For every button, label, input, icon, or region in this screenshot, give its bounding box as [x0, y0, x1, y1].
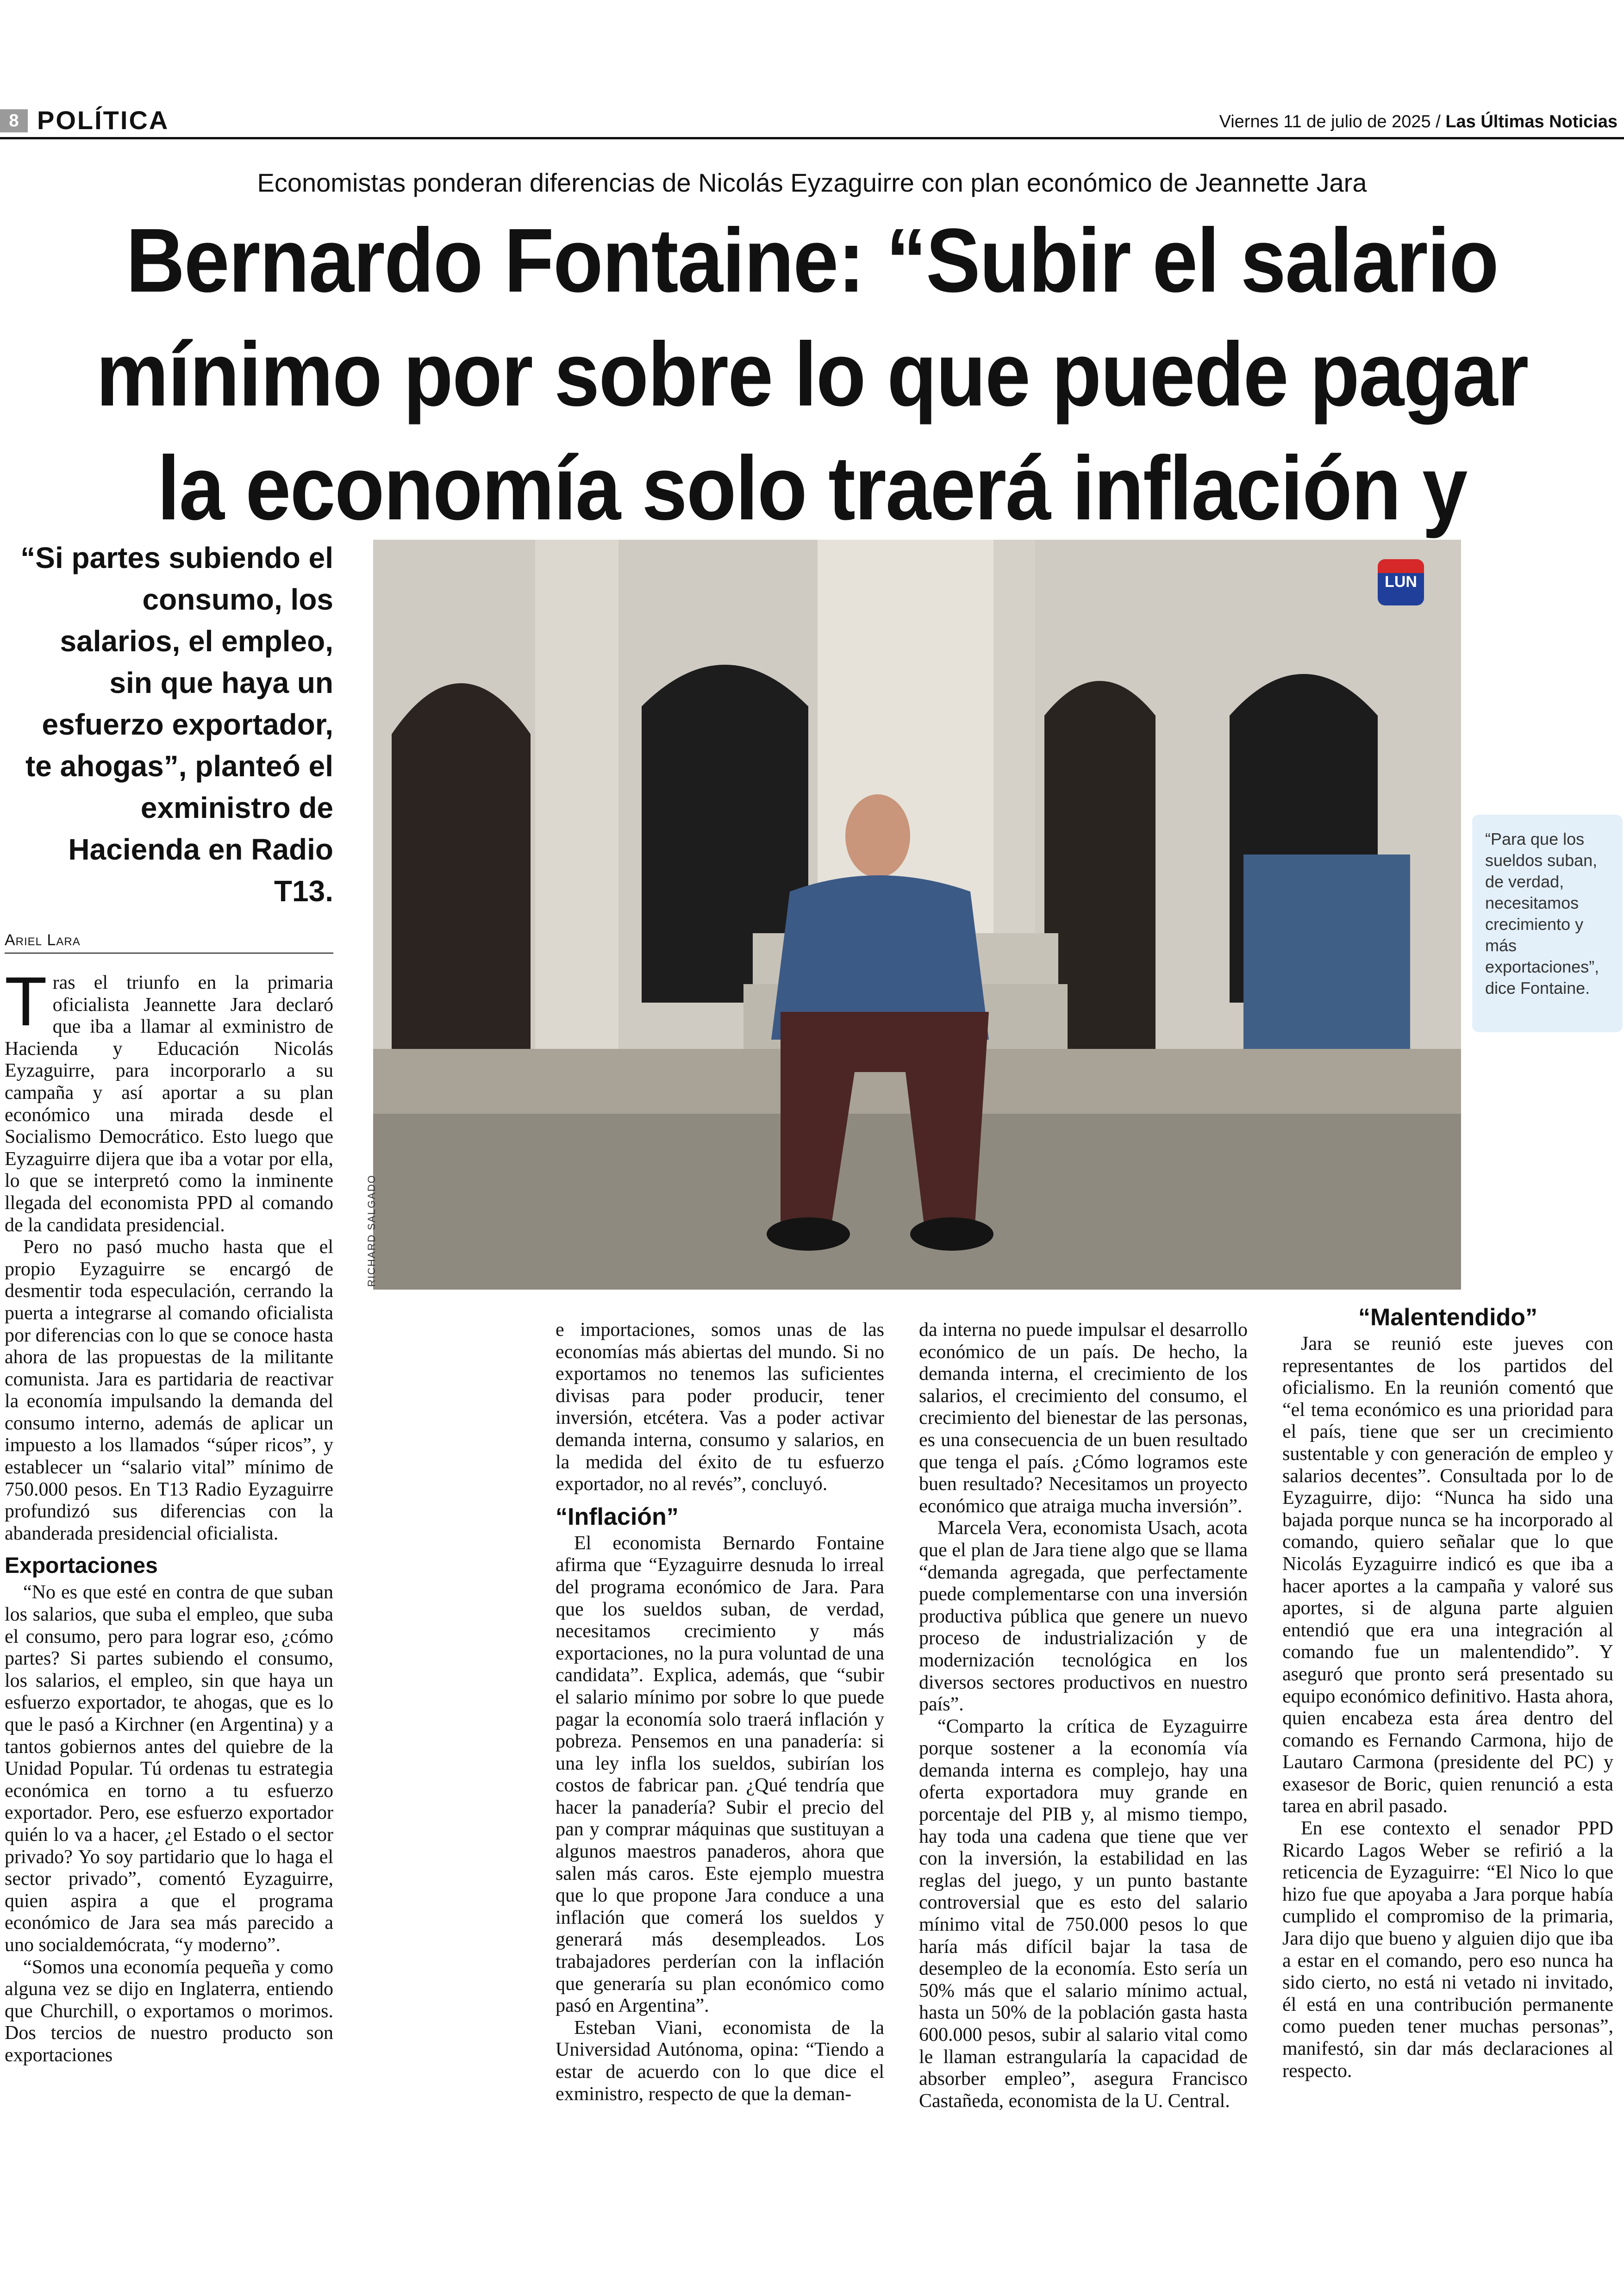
section-title: POLÍTICA — [37, 106, 169, 135]
paragraph: “No es que esté en contra de que suban los salarios, que suba el empleo, que suba el consumo, pero para lograr eso, ¿cómo partes? Si partes subiendo el consumo, los salarios, el empleo, sin que haya un esfuerzo exportador, te ahogas, que es lo que le pasó a Kirchner (en Argentina) y a tantos gobiernos antes del quiebre de la Unidad Popular. Tú ordenas tu estrategia económica en torno a tu esfuerzo exportador. Pero, ese esfuerzo exportador quién lo va a hacer, ¿el Estado o el sector privado? Yo soy partidario que lo haga el sector privado”, comentó Eyzaguirre, quien aspira a que el programa económico de Jara sea más parecido a uno socialdemócrata, “y moderno”. — [5, 1582, 333, 1956]
subhead-inflacion: “Inflación” — [556, 1503, 679, 1530]
article-headline: Bernardo Fontaine: “Subir el salario mínimo por sobre lo que puede pagar la economía solo traerá inflación y — [96, 210, 1528, 539]
issue-date: Viernes 11 de julio de 2025 — [1219, 112, 1431, 131]
paragraph: “Comparto la crítica de Eyzaguirre porque sostener a la economía vía demanda interna es complejo, hay una oferta exportadora muy grande en porcentaje del PIB y, al mismo tiempo, hay toda una cadena que tiene que ver con la inversión, la estabilidad en las reglas del juego, y un punto bastante controversial que es esto del salario mínimo vital de 750.000 pesos lo que haría más difícil bajar la tasa de desempleo de la economía. Esto sería un 50% más que el salario mínimo actual, hasta un 50% de la población gasta hasta 600.000 pesos, subir al salario vital como le llaman estrangularía la capacidad de absorber empleo”, asegura Francisco Castañeda, economista de la U. Central. — [919, 1715, 1248, 2112]
paragraph: e importaciones, somos unas de las economías más abiertas del mundo. Si no exportamos no tenemos las suficientes divisas para poder producir, tener inversión, etcétera. Vas a poder activar demanda interna, consumo y salarios, en la medida del éxito de tu esfuerzo exportador, no al revés”, concluyó. — [556, 1319, 884, 1495]
body-column-1 — [5, 962, 333, 2067]
photo-caption: “Para que los sueldos suban, de verdad, necesitamos crecimiento y más exportaciones”, dice Fontaine. — [1472, 815, 1623, 1032]
page-header — [0, 106, 1624, 134]
photo-illustration — [373, 540, 1461, 1290]
drop-cap: T — [5, 962, 47, 1040]
pull-quote: “Si partes subiendo el consumo, los salarios, el empleo, sin que haya un esfuerzo exportador, te ahogas”, planteó el exministro de Hacienda en Radio T13. — [20, 541, 333, 908]
paragraph: El economista Bernardo Fontaine afirma que “Eyzaguirre desnuda lo irreal del programa económico de Jara. Para que los sueldos suban, de verdad, necesitamos crecimiento y más exportaciones, no la pura voluntad de una candidata”. Explica, además, que “subir el salario mínimo por sobre lo que puede pagar la economía solo traerá inflación y pobreza. Pensemos en una panadería: si una ley infla los sueldos, subirían los costos de fabricar pan. ¿Qué tendría que hacer la panadería? Subir el precio del pan y comprar máquinas que sustituyan a algunos maestros panaderos, ahora que salen más caros. Este ejemplo muestra que lo que propone Jara conduce a una inflación que comerá los sueldos y generará más desempleados. Los trabajadores perderían con la inflación que generaría su plan económico como pasó en Argentina”. — [556, 1532, 884, 2017]
body-column-4 — [1282, 1296, 1613, 2082]
body-column-3 — [919, 1319, 1248, 2112]
dateline — [1219, 110, 1618, 133]
paragraph: Tras el triunfo en la primaria oficialista Jeannette Jara declaró que iba a llamar al exministro de Hacienda y Educación Nicolás Eyzaguirre, para incorporarlo a su campaña y así aportar a su plan económico una mirada desde el Socialismo Democrático. Esto luego que Eyzaguirre dijera que iba a votar por ella, lo que se interpretó como la inminente llegada del economista PPD al comando de la candidata presidencial. — [5, 962, 333, 1236]
paragraph: da interna no puede impulsar el desarrollo económico de un país. De hecho, la demanda interna, el crecimiento de los salarios, el crecimiento del consumo, el crecimiento del bienestar de las personas, es una consecuencia de un buen resultado que tenga el país. ¿Cómo logramos este buen resultado? Necesitamos un proyecto económico que atraiga mucha inversión”. — [919, 1319, 1248, 1517]
subhead-malentendido: “Malentendido” — [1358, 1304, 1538, 1331]
header-rule — [0, 137, 1624, 139]
newspaper-name: Las Últimas Noticias — [1445, 112, 1618, 131]
lun-logo — [1378, 559, 1424, 605]
body-column-2 — [556, 1319, 884, 2105]
paragraph: Pero no pasó mucho hasta que el propio Eyzaguirre se encargó de desmentir toda especulación, cerrando la puerta a integrarse al comando oficialista por diferencias con lo que se conoce hasta ahora de las propuestas de la militante comunista. Jara es partidaria de reactivar la economía impulsando la demanda del consumo interno, además de aplicar un impuesto a los llamados “súper ricos”, y establecer un “salario vital” mínimo de 750.000 pesos. En T13 Radio Eyzaguirre profundizó sus diferencias con la abanderada presidencial oficialista. — [5, 1236, 333, 1544]
article-kicker: Economistas ponderan diferencias de Nicolás Eyzaguirre con plan económico de Jeannette Jara — [257, 168, 1367, 197]
paragraph: “Somos una economía pequeña y como alguna vez se dijo en Inglaterra, entiendo que Churchill, o exportamos o morimos. Dos tercios de nuestro producto son exportaciones — [5, 1956, 333, 2066]
paragraph: En ese contexto el senador PPD Ricardo Lagos Weber se refirió a la reticencia de Eyzaguirre: “El Nico lo que hizo fue que apoyaba a Jara porque había cumplido el compromiso de la primaria, Jara dijo que bueno y alguien dijo que iba a estar en el comando, pero eso nunca ha sido cierto, no está ni vetado ni invitado, él está en una contribución permanente como pueden tener muchas personas”, manifestó, sin dar más declaraciones al respecto. — [1282, 1818, 1613, 2082]
page-number: 8 — [0, 109, 28, 132]
paragraph: Esteban Viani, economista de la Universidad Autónoma, opina: “Tiendo a estar de acuerdo con lo que dice el exministro, respecto de que la deman- — [556, 2017, 884, 2105]
byline: Ariel Lara — [5, 931, 81, 949]
article-photo — [373, 540, 1461, 1290]
byline-rule — [5, 953, 333, 954]
paragraph: Jara se reunió este jueves con representantes de los partidos del oficialismo. En la reunión comentó que “el tema económico es una prioridad para el país, tiene que ser un crecimiento sustentable y con generación de empleo y salarios decentes”. Consultada por lo de Eyzaguirre, dijo: “Nunca ha sido una bajada porque nunca se ha incorporado al comando, quiero señalar que lo que Nicolás Eyzaguirre indicó es que iba a hacer aportes a la campaña y valoré sus aportes, si de alguna parte alguien entendió que era una integración al comando fue un malentendido”. Y aseguró que pronto será presentado su equipo económico definitivo. Hasta ahora, quien encabeza esta área dentro del comando es Fernando Carmona, hijo de Lautaro Carmona (presidente del PC) y exasesor de Boric, quien renunció a esta tarea en abril pasado. — [1282, 1333, 1613, 1817]
subhead-exportaciones: Exportaciones — [5, 1553, 158, 1578]
paragraph: Marcela Vera, economista Usach, acota que el plan de Jara tiene algo que se llama “demanda agregada, que perfectamente puede complementarse con una inversión productiva pública que genere un nuevo proceso de industrialización y de modernización tecnológica en los diversos sectores productivos en nuestro país”. — [919, 1517, 1248, 1715]
dateline-separator: / — [1436, 112, 1441, 131]
lun-logo-text: LUN — [1385, 573, 1417, 591]
photo-credit: RICHARD SALGADO — [366, 1174, 377, 1287]
